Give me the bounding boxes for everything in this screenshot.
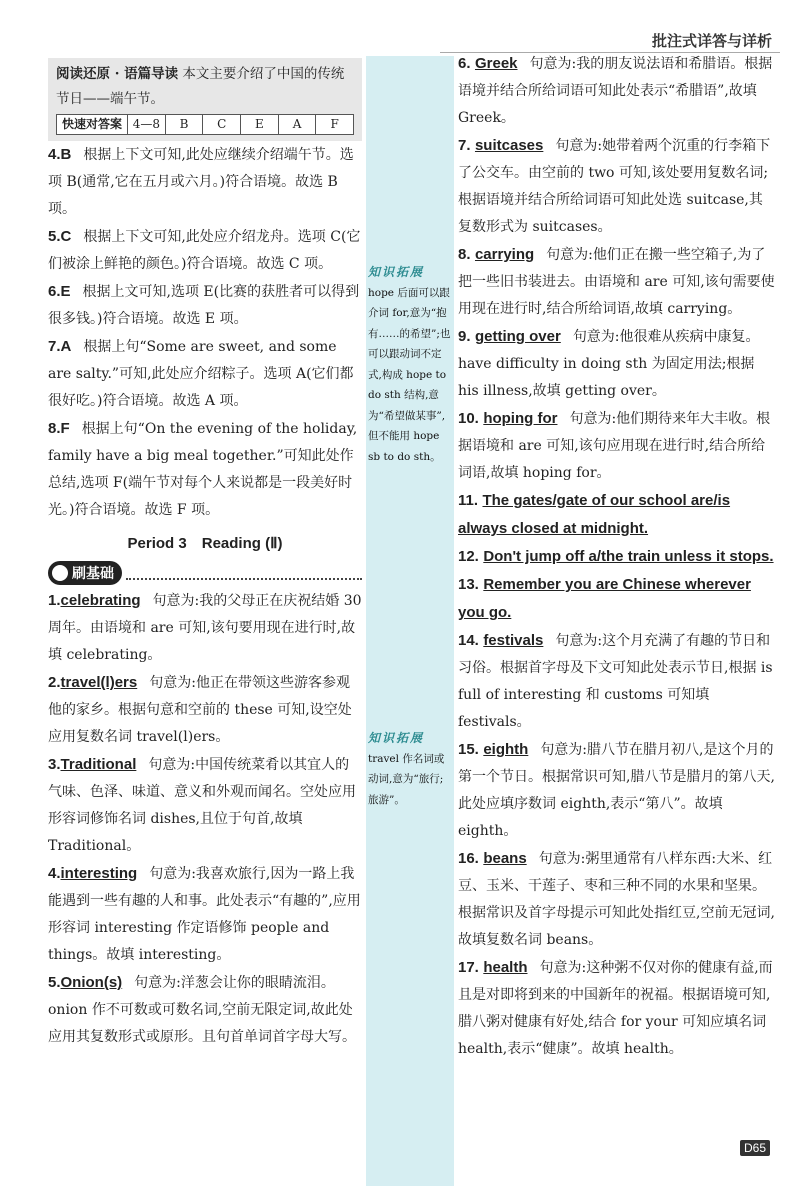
answer-key: suitcases (474, 137, 544, 154)
answer-item: 5.Onion(s) 句意为:洋葱会让你的眼睛流泪。onion 作不可数或可数名词,空前无限定词,故此处应用其复数形式或原形。且句首单词首字母大写。 (48, 974, 356, 1045)
knowledge-note (368, 728, 452, 810)
answer-item: 9. getting over 句意为:他很难从疾病中康复。have difficulty in doing sth 为固定用法;根据 his illness,故填 getting over。 (458, 328, 760, 399)
answer-item: 4.interesting 句意为:我喜欢旅行,因为一路上我能遇到一些有趣的人和事。此处表示“有趣的”,应用形容词 interesting 作定语修饰 people and things。故填 interesting。 (48, 865, 361, 963)
answer-key: festivals (483, 632, 544, 649)
explanation: 根据上文可知,选项 E(比赛的获胜者可以得到很多钱。)符合语境。故选 E 项。 (48, 284, 360, 327)
answer-item: 13. Remember you are Chinese wherever you go. (458, 576, 751, 621)
explanation: 句意为:他很难从疾病中康复。have difficulty in doing sth 为固定用法;根据 his illness,故填 getting over。 (458, 329, 760, 399)
answer-key: health (483, 959, 528, 976)
answer-key: B (60, 146, 72, 163)
answer-item: 17. health 句意为:这种粥不仅对你的健康有益,而且是对即将到来的中国新年的祝福。根据语境可知,腊八粥对健康有好处,结合 for your 可知应填名词 health,表示“健康”。故填 health。 (458, 959, 773, 1057)
quick-answer-range: 4—8 (128, 115, 166, 134)
explanation: 句意为:我喜欢旅行,因为一路上我能遇到一些有趣的人和事。此处表示“有趣的”,应用形容词 interesting 作定语修饰 people and things。故填 interesting。 (48, 866, 361, 963)
answer-item: 3.Traditional 句意为:中国传统菜肴以其宜人的气味、色泽、味道、意义和外观而闻名。空处应用形容词修饰名词 dishes,且位于句首,故填 Traditional。 (48, 756, 356, 854)
answer-item: 1.celebrating 句意为:我的父母正在庆祝结婚 30 周年。由语境和 are 可知,该句要用现在进行时,故填 celebrating。 (48, 592, 362, 663)
reading-summary (48, 58, 362, 141)
explanation: 句意为:这种粥不仅对你的健康有益,而且是对即将到来的中国新年的祝福。根据语境可知,腊八粥对健康有好处,结合 for your 可知应填名词 health,表示“健康”。故填 health。 (458, 960, 773, 1057)
quick-answer: F (330, 117, 339, 131)
explanation: 句意为:中国传统菜肴以其宜人的气味、色泽、味道、意义和外观而闻名。空处应用形容词修饰名词 dishes,且位于句首,故填 Traditional。 (48, 757, 356, 854)
answer-key: celebrating (60, 592, 141, 609)
answer-key: hoping for (483, 410, 558, 427)
dotted-rule (126, 566, 362, 580)
answer-item: 6.E 根据上文可知,选项 E(比赛的获胜者可以得到很多钱。)符合语境。故选 E 项。 (48, 283, 360, 327)
answer-item: 11. The gates/gate of our school are/is always closed at midnight. (458, 492, 731, 537)
answer-item: 15. eighth 句意为:腊八节在腊月初八,是这个月的第一个节日。根据常识可知,腊八节是腊月的第八天,此处应填序数词 eighth,表示“第八”。故填 eighth。 (458, 741, 775, 839)
answer-key: F (60, 420, 70, 437)
quick-answer: E (241, 115, 279, 134)
explanation: 句意为:腊八节在腊月初八,是这个月的第一个节日。根据常识可知,腊八节是腊月的第八天,此处应填序数词 eighth,表示“第八”。故填 eighth。 (458, 742, 775, 839)
quick-answer: A (279, 115, 317, 134)
explanation: 句意为:我的父母正在庆祝结婚 30 周年。由语境和 are 可知,该句要用现在进行时,故填 celebrating。 (48, 593, 362, 663)
section-badge (48, 561, 122, 585)
answer-item: 5.C 根据上下文可知,此处应介绍龙舟。选项 C(它们被涂上鲜艳的颜色。)符合语境。故选 C 项。 (48, 228, 361, 272)
explanation: 根据上下文可知,此处应介绍龙舟。选项 C(它们被涂上鲜艳的颜色。)符合语境。故选 C 项。 (48, 229, 361, 272)
answer-item: 7.A 根据上句“Some are sweet, and some are salty.”可知,此处应介绍粽子。选项 A(它们都很好吃。)符合语境。故选 A 项。 (48, 338, 354, 409)
answer-key: Greek (474, 55, 518, 72)
answer-item: 8. carrying 句意为:他们正在搬一些空箱子,为了把一些旧书装进去。由语境和 are 可知,该句需要使用现在进行时,结合所给词语,故填 carrying。 (458, 246, 775, 317)
explanation: 句意为:他们正在搬一些空箱子,为了把一些旧书装进去。由语境和 are 可知,该句需要使用现在进行时,结合所给词语,故填 carrying。 (458, 247, 775, 317)
summary-text: 本文主要介绍了中国的传统节日——端午节。 (56, 66, 345, 107)
page-number: D65 (740, 1140, 770, 1156)
period-heading: Period 3 Reading (Ⅱ) (127, 535, 283, 552)
answer-key: A (60, 338, 72, 355)
explanation: 句意为:我的朋友说法语和希腊语。根据语境并结合所给词语可知此处表示“希腊语”,故填 Greek。 (458, 56, 773, 126)
explanation: 句意为:粥里通常有八样东西:大米、红豆、玉米、干莲子、枣和三种不同的水果和坚果。根据常识及首字母提示可知此处指红豆,空前无冠词,故填复数名词 beans。 (458, 851, 775, 948)
answer-key: Traditional (60, 756, 137, 773)
answer-key: E (60, 283, 71, 300)
answer-key: eighth (483, 741, 529, 758)
answer-key: Onion(s) (60, 974, 123, 991)
answer-item: 6. Greek 句意为:我的朋友说法语和希腊语。根据语境并结合所给词语可知此处表示“希腊语”,故填 Greek。 (458, 55, 773, 126)
quick-answers-table (56, 114, 354, 135)
answer-item: 16. beans 句意为:粥里通常有八样东西:大米、红豆、玉米、干莲子、枣和三种不同的水果和坚果。根据常识及首字母提示可知此处指红豆,空前无冠词,故填复数名词 beans。 (458, 850, 775, 948)
answer-key: travel(l)ers (60, 674, 138, 691)
answer-key: The gates/gate of our school are/is always closed at midnight. (458, 492, 731, 537)
left-column (48, 58, 362, 1051)
right-column (458, 50, 776, 1063)
answer-key: interesting (60, 865, 138, 882)
explanation: 句意为:他们期待来年大丰收。根据语境和 are 可知,该句应用现在进行时,结合所给词语,故填 hoping for。 (458, 411, 771, 481)
summary-label: 阅读还原 · 语篇导读 (56, 66, 179, 82)
answer-item: 2.travel(l)ers 句意为:他正在带领这些游客参观他的家乡。根据句意和空前的 these 可知,设空处应用复数名词 travel(l)ers。 (48, 674, 352, 745)
answer-item: 8.F 根据上句“On the evening of the holiday, family have a big meal together.”可知此处作总结,选项 F(端午节对每个人来说都是一段美好时光。)符合语境。故选 F 项。 (48, 420, 358, 518)
quick-answer: C (203, 115, 241, 134)
answer-key: getting over (474, 328, 561, 345)
answer-item: 10. hoping for 句意为:他们期待来年大丰收。根据语境和 are 可知,该句应用现在进行时,结合所给词语,故填 hoping for。 (458, 410, 771, 481)
explanation: 句意为:她带着两个沉重的行李箱下了公交车。由空前的 two 可知,该处要用复数名词;根据语境并结合所给词语可知此处选 suitcase,其复数形式为 suitcases。 (458, 138, 771, 235)
answer-key: beans (483, 850, 527, 867)
explanation: 根据上句“Some are sweet, and some are salty.”可知,此处应介绍粽子。选项 A(它们都很好吃。)符合语境。故选 A 项。 (48, 339, 354, 409)
note-text: hope 后面可以跟介词 for,意为“抱有……的希望”;也可以跟动词不定式,构成 hope to do sth 结构,意为“希望做某事”,但不能用 hope sb to do sth。 (368, 286, 451, 463)
quick-answer: B (166, 115, 204, 134)
answer-key: C (60, 228, 72, 245)
section-header (48, 561, 362, 585)
notes-strip (366, 56, 454, 1186)
brush-icon (52, 565, 68, 581)
note-tag: 知识拓展 (368, 265, 425, 279)
answer-item: 7. suitcases 句意为:她带着两个沉重的行李箱下了公交车。由空前的 two 可知,该处要用复数名词;根据语境并结合所给词语可知此处选 suitcase,其复数形式为 suitcases。 (458, 137, 771, 235)
section-label: 刷基础 (72, 565, 114, 581)
answer-item: 4.B 根据上下文可知,此处应继续介绍端午节。选项 B(通常,它在五月或六月。)符合语境。故选 B 项。 (48, 146, 354, 217)
note-text: travel 作名词或动词,意为“旅行;旅游”。 (368, 752, 445, 806)
explanation: 根据上下文可知,此处应继续介绍端午节。选项 B(通常,它在五月或六月。)符合语境。故选 B 项。 (48, 147, 354, 217)
explanation: 根据上句“On the evening of the holiday, family have a big meal together.”可知此处作总结,选项 F(端午节对每个人来说都是一段美好时光。)符合语境。故选 F 项。 (48, 421, 358, 518)
quick-answers-label: 快速对答案 (57, 115, 128, 134)
answer-key: carrying (474, 246, 535, 263)
explanation: 句意为:洋葱会让你的眼睛流泪。onion 作不可数或可数名词,空前无限定词,故此处应用其复数形式或原形。且句首单词首字母大写。 (48, 975, 356, 1045)
answer-key: Don't jump off a/the train unless it stops. (483, 548, 774, 565)
knowledge-note (368, 262, 452, 467)
answer-key: Remember you are Chinese wherever you go. (458, 576, 751, 621)
answer-item: 12. Don't jump off a/the train unless it stops. (458, 548, 774, 565)
header-title: 批注式详答与详析 (651, 33, 772, 50)
answer-item: 14. festivals 句意为:这个月充满了有趣的节日和习俗。根据首字母及下文可知此处表示节日,根据 is full of interesting 和 customs 可知填 festivals。 (458, 632, 773, 730)
explanation: 句意为:他正在带领这些游客参观他的家乡。根据句意和空前的 these 可知,设空处应用复数名词 travel(l)ers。 (48, 675, 352, 745)
explanation: 句意为:这个月充满了有趣的节日和习俗。根据首字母及下文可知此处表示节日,根据 is full of interesting 和 customs 可知填 festivals。 (458, 633, 773, 730)
note-tag: 知识拓展 (368, 731, 425, 745)
